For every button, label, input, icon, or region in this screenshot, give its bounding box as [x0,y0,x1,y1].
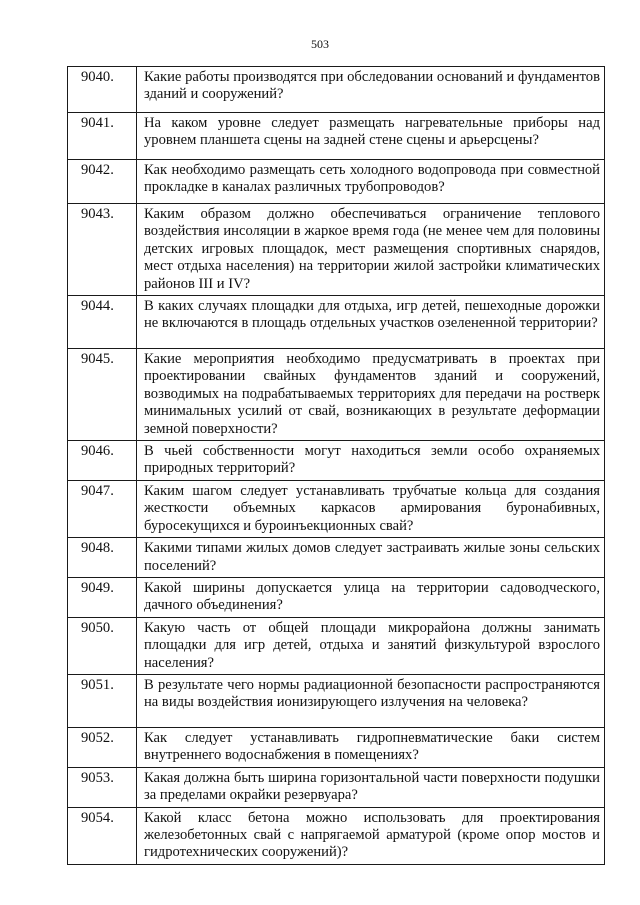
question-text: Какая должна быть ширина горизонтальной части поверхности подушки за пределами окрайки резервуара? [137,767,605,807]
question-text: В каких случаях площадки для отдыха, игр детей, пешеходные дорожки не включаются в площадь отдельных участков озелененной территории? [137,296,605,349]
question-text: Какой класс бетона можно использовать для проектирования железобетонных свай с напрягаемой арматурой (кроме опор мостов и гидротехнических сооружений)? [137,807,605,864]
question-number: 9050. [68,617,137,674]
question-number: 9054. [68,807,137,864]
question-text: Какие работы производятся при обследовании оснований и фундаментов зданий и сооружений? [137,67,605,113]
question-text: Какую часть от общей площади микрорайона должны занимать площадки для игр детей, отдыха и занятий физкультурой взрослого населения? [137,617,605,674]
question-text: В чьей собственности могут находиться земли особо охраняемых природных территорий? [137,441,605,481]
table-row [68,67,605,113]
table-row [68,538,605,578]
question-number: 9051. [68,674,137,727]
question-number: 9047. [68,480,137,537]
question-number: 9043. [68,204,137,296]
question-text: Каким образом должно обеспечиваться ограничение теплового воздействия инсоляции в жаркое время года (не менее чем для половины детских игровых площадок, мест размещения спортивных снарядов, мест отдыха населения) на территории жилой застройки климатических районов III и IV? [137,204,605,296]
questions-table-body [68,67,605,865]
questions-table [67,66,605,865]
table-row [68,349,605,441]
table-row [68,296,605,349]
table-row [68,160,605,204]
table-row [68,767,605,807]
question-text: Какие мероприятия необходимо предусматривать в проектах при проектировании свайных фундаментов зданий и сооружений, возводимых на подрабатываемых территориях для передачи на ростверк минимальных усилий от свай, возникающих в результате деформации земной поверхности? [137,349,605,441]
page-number: 503 [311,37,329,51]
table-row [68,480,605,537]
question-number: 9044. [68,296,137,349]
question-text: Какими типами жилых домов следует застраивать жилые зоны сельских поселений? [137,538,605,578]
question-number: 9049. [68,577,137,617]
question-number: 9053. [68,767,137,807]
table-row [68,113,605,160]
question-text: В результате чего нормы радиационной безопасности распространяются на виды воздействия ионизирующего излучения на человека? [137,674,605,727]
question-number: 9040. [68,67,137,113]
question-number: 9041. [68,113,137,160]
question-number: 9045. [68,349,137,441]
table-row [68,727,605,767]
question-text: Как необходимо размещать сеть холодного водопровода при совместной прокладке в каналах различных трубопроводов? [137,160,605,204]
question-number: 9048. [68,538,137,578]
question-number: 9042. [68,160,137,204]
table-row [68,577,605,617]
table-row [68,617,605,674]
question-text: На каком уровне следует размещать нагревательные приборы над уровнем планшета сцены на задней стене сцены и арьерсцены? [137,113,605,160]
question-number: 9046. [68,441,137,481]
table-row [68,441,605,481]
question-text: Как следует устанавливать гидропневматические баки систем внутреннего водоснабжения в помещениях? [137,727,605,767]
question-text: Какой ширины допускается улица на территории садоводческого, дачного объединения? [137,577,605,617]
question-number: 9052. [68,727,137,767]
question-text: Каким шагом следует устанавливать трубчатые кольца для создания жесткости объемных каркасов армирования буронабивных, буросекущихся и буроинъекционных свай? [137,480,605,537]
table-row [68,807,605,864]
table-row [68,204,605,296]
table-row [68,674,605,727]
